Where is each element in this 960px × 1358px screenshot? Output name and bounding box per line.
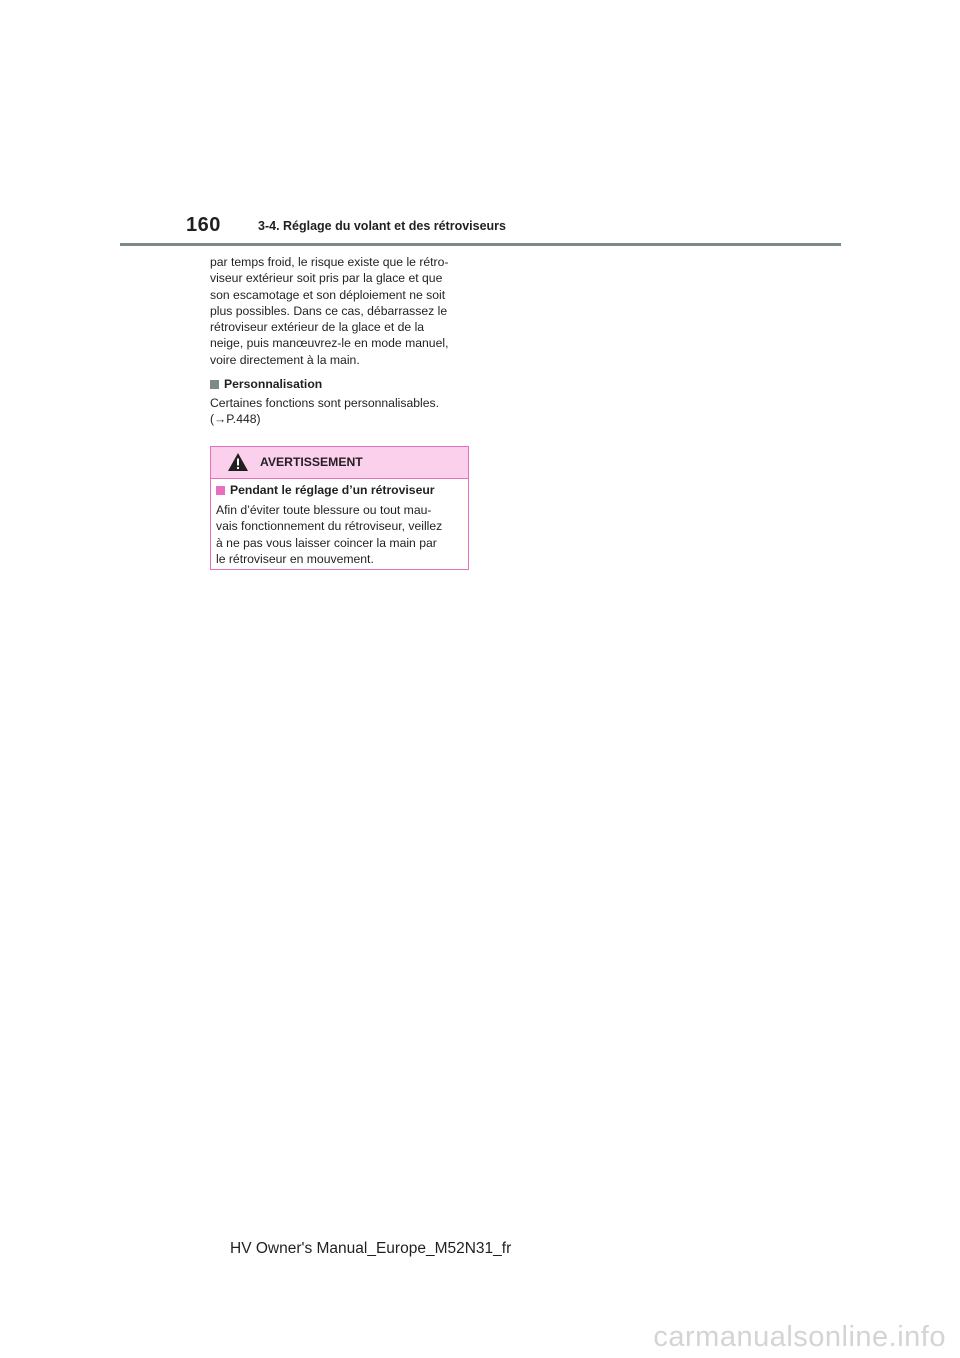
warning-text (216, 502, 462, 567)
warning-line: à ne pas vous laisser coincer la main par (216, 535, 437, 550)
paragraph-line: par temps froid, le risque existe que le rétro- (210, 255, 449, 269)
page-reference-link[interactable]: (→P.448) (210, 412, 261, 427)
warning-body (211, 479, 468, 567)
warning-box (210, 446, 469, 570)
page-number: 160 (186, 214, 221, 236)
paragraph-line: son escamotage et son déploiement ne soit (210, 287, 446, 302)
warning-line: vais fonctionnement du rétroviseur, veillez (216, 519, 443, 534)
paragraph-line: Certaines fonctions sont personnalisables. (210, 396, 439, 411)
header-rule (120, 243, 841, 246)
warning-line: le rétroviseur en mouvement. (216, 551, 374, 566)
customization-heading-text: Personnalisation (224, 377, 323, 392)
customization-heading (210, 376, 472, 392)
customization-paragraph (210, 395, 472, 428)
watermark: carmanualsonline.info (653, 1321, 946, 1353)
footer-manual-name: HV Owner's Manual_Europe_M52N31_fr (230, 1240, 512, 1257)
main-content (210, 254, 472, 428)
warning-triangle-icon (227, 452, 249, 472)
paragraph-line: viseur extérieur soit pris par la glace et que (210, 271, 443, 286)
warning-title: AVERTISSEMENT (260, 455, 363, 469)
warning-header (211, 447, 468, 479)
square-bullet-icon (210, 380, 219, 389)
intro-paragraph (210, 254, 472, 368)
square-bullet-icon (216, 486, 225, 495)
paragraph-line: plus possibles. Dans ce cas, débarrassez le (210, 303, 448, 318)
paragraph-line: rétroviseur extérieur de la glace et de la (210, 320, 425, 335)
paragraph-line: neige, puis manœuvrez-le en mode manuel, (210, 336, 449, 351)
section-title: 3-4. Réglage du volant et des rétroviseurs (258, 219, 506, 233)
paragraph-line: voire directement à la main. (210, 352, 360, 367)
warning-line: Afin d’éviter toute blessure ou tout mau- (216, 503, 432, 517)
warning-subheading (216, 482, 462, 498)
warning-subheading-text: Pendant le réglage d’un rétroviseur (230, 483, 435, 497)
